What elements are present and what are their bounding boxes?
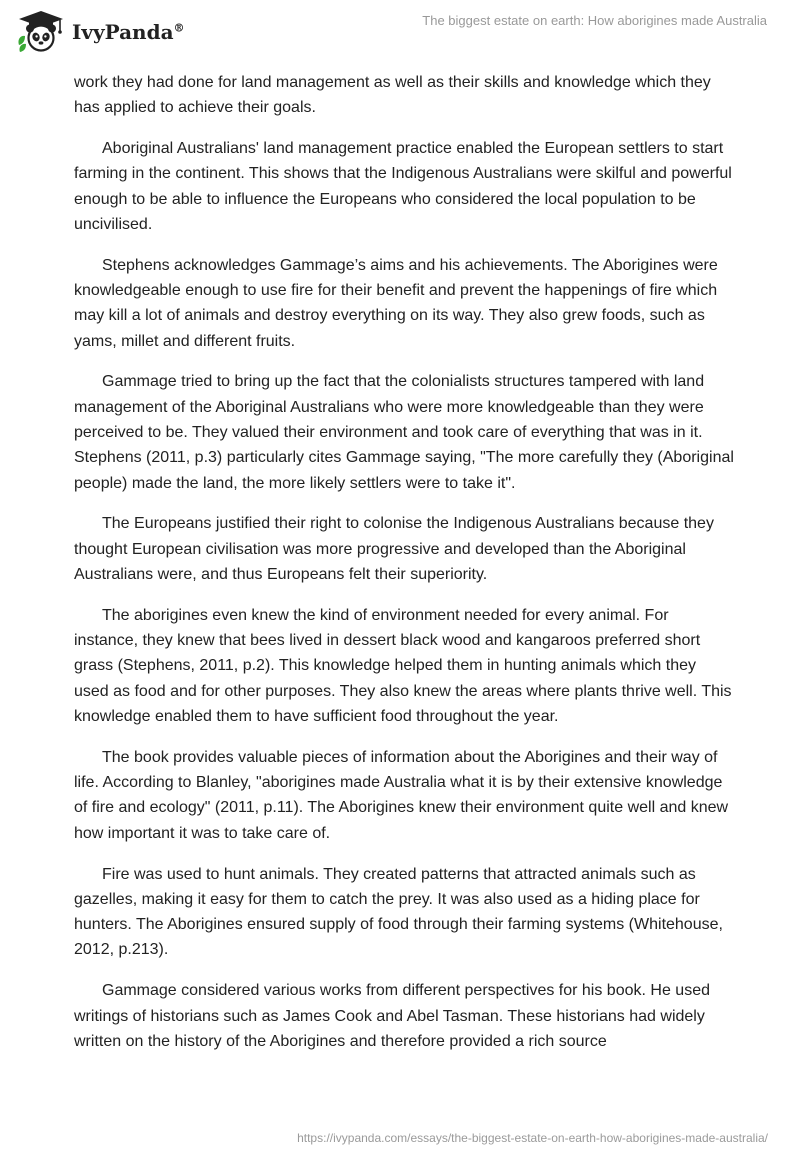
paragraph: The book provides valuable pieces of information about the Aborigines and their way of life. According to Blanley, "aborigines made Australia what it is by their extensive knowledge of fire and ecology" (2011, p.11). The Aborigines knew their environment quite well and knew how important it was to take care of. xyxy=(74,748,729,842)
paragraph: Stephens acknowledges Gammage’s aims and his achievements. The Aborigines were knowledgeable enough to use fire for their benefit and prevent the happenings of fire which may kill a lot of animals and destroy everything on its way. They also grew foods, such as yams, millet and different fruits. xyxy=(74,256,718,350)
registered-mark: ® xyxy=(173,21,185,35)
document-title: The biggest estate on earth: How aborigines made Australia xyxy=(422,13,767,28)
paragraph: Gammage tried to bring up the fact that the colonialists structures tampered with land management of the Aboriginal Australians who were more knowledgeable than they were perceived to be. They valued their environment and took care of everything that was in it. Stephens (2011, p.3) particularly cites Gammage saying, "The more carefully they (Aboriginal people) made the land, the more likely settlers were to take it". xyxy=(74,373,734,492)
paragraph: Gammage considered various works from different perspectives for his book. He used writings of historians such as James Cook and Abel Tasman. These historians had widely written on the history of the Aborigines and therefore provided a rich source xyxy=(74,982,710,1050)
paragraph: The Europeans justified their right to colonise the Indigenous Australians because they thought European civilisation was more progressive and developed than the Aboriginal Australians were, and thus Europeans felt their superiority. xyxy=(74,515,714,584)
source-url-link[interactable]: https://ivypanda.com/essays/the-biggest-estate-on-earth-how-aborigines-made-australia/ xyxy=(297,1131,768,1145)
panda-logo-icon xyxy=(16,9,66,53)
paragraph: work they had done for land management as well as their skills and knowledge which they has applied to achieve their goals. xyxy=(74,74,711,117)
paragraph: The aborigines even knew the kind of environment needed for every animal. For instance, they knew that bees lived in dessert black wood and kangaroos preferred short grass (Stephens, 2011, p.2). This knowledge helped them in hunting animals which they used as food and for other purposes. They also knew the areas where plants thrive well. This knowledge enabled them to have sufficient food throughout the year. xyxy=(74,606,732,726)
page-header xyxy=(0,0,800,64)
paragraph: Aboriginal Australians' land management practice enabled the European settlers to start farming in the continent. This shows that the Indigenous Australians were skilful and powerful enough to be able to influence the Europeans who considered the local population to be uncivilised. xyxy=(74,140,732,233)
essay-body xyxy=(74,70,734,1070)
brand-name: IvyPanda® xyxy=(72,20,185,44)
paragraph: Fire was used to hunt animals. They created patterns that attracted animals such as gazelles, making it easy for them to catch the prey. It was also used as a hiding place for hunters. The Aborigines ensured supply of food through their farming systems (Whitehouse, 2012, p.213). xyxy=(74,865,723,959)
ivypanda-logo[interactable] xyxy=(16,9,185,53)
